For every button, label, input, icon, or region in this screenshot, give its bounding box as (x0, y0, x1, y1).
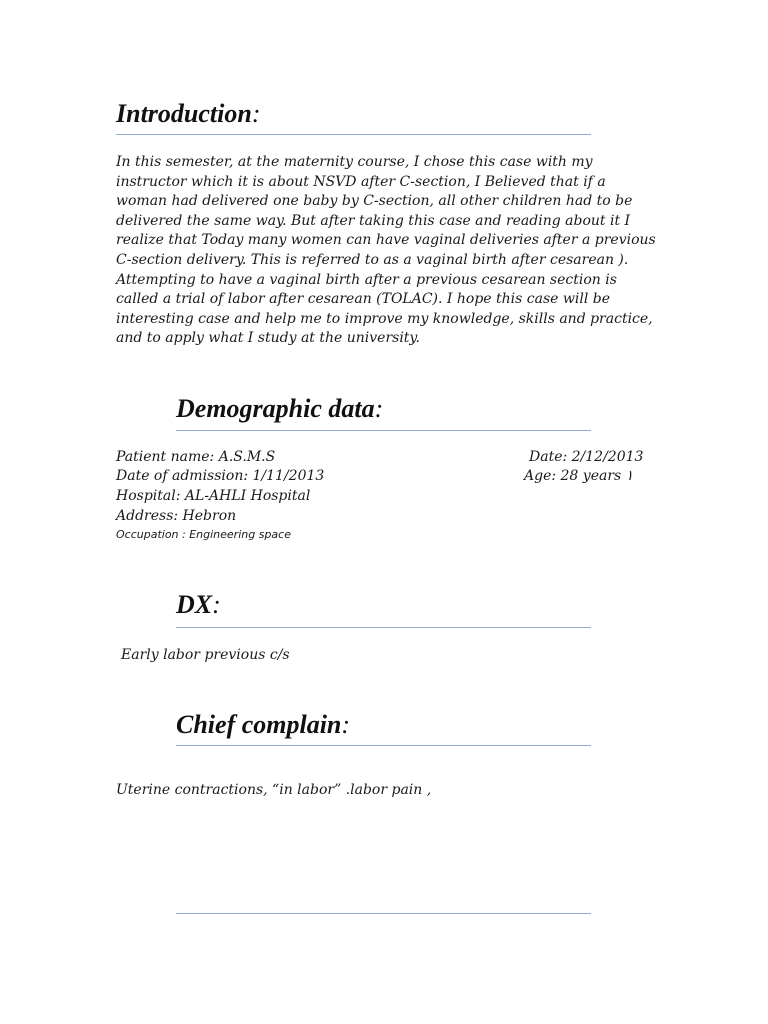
patient-name: Patient name: A.S.M.S (116, 449, 276, 465)
chief-complain-divider (176, 745, 591, 746)
dx-heading (176, 590, 221, 620)
introduction-divider (116, 134, 591, 135)
introduction-heading (116, 99, 261, 129)
chief-complain-heading-colon: : (341, 710, 351, 739)
hospital: Hospital: AL-AHLI Hospital (116, 488, 311, 504)
bottom-divider (176, 913, 591, 914)
address: Address: Hebron (116, 508, 237, 524)
demographic-heading-colon: : (374, 394, 384, 423)
dx-heading-text: DX (176, 590, 213, 619)
dx-heading-colon: : (212, 590, 221, 619)
patient-age: Age: 28 years ١ (524, 468, 634, 484)
demographic-heading-text: Demographic data (176, 394, 375, 423)
introduction-paragraph: In this semester, at the maternity course, I chose this case with my instructor which it is about NSVD after C-section, I Believed that if a woman had delivered one baby by C-section, all other children had to be delivered the same way. But after taking this case and reading about it I realize that Today many women can have vaginal deliveries after a previous C-section delivery. This is referred to as a vaginal birth after cesarean ). Attempting to have a vaginal birth after a previous cesarean section is called a trial of labor after cesarean (TOLAC). I hope this case will be interesting case and help me to improve my knowledge, skills and practice, and to apply what I study at the university. (116, 154, 656, 347)
dx-divider (176, 627, 591, 628)
demographic-divider (176, 430, 591, 431)
chief-complain-heading-text: Chief complain (176, 710, 342, 739)
introduction-heading-text: Introduction (116, 99, 252, 128)
report-date: Date: 2/12/2013 (529, 449, 644, 465)
date-of-admission: Date of admission: 1/11/2013 (116, 468, 325, 484)
introduction-heading-colon: : (251, 99, 261, 128)
chief-complain-heading (176, 710, 350, 740)
chief-complain-text: Uterine contractions, “in labor” .labor pain , (116, 782, 432, 798)
demographic-heading (176, 394, 383, 424)
occupation: Occupation : Engineering space (116, 528, 291, 541)
dx-text: Early labor previous c/s (121, 647, 290, 663)
